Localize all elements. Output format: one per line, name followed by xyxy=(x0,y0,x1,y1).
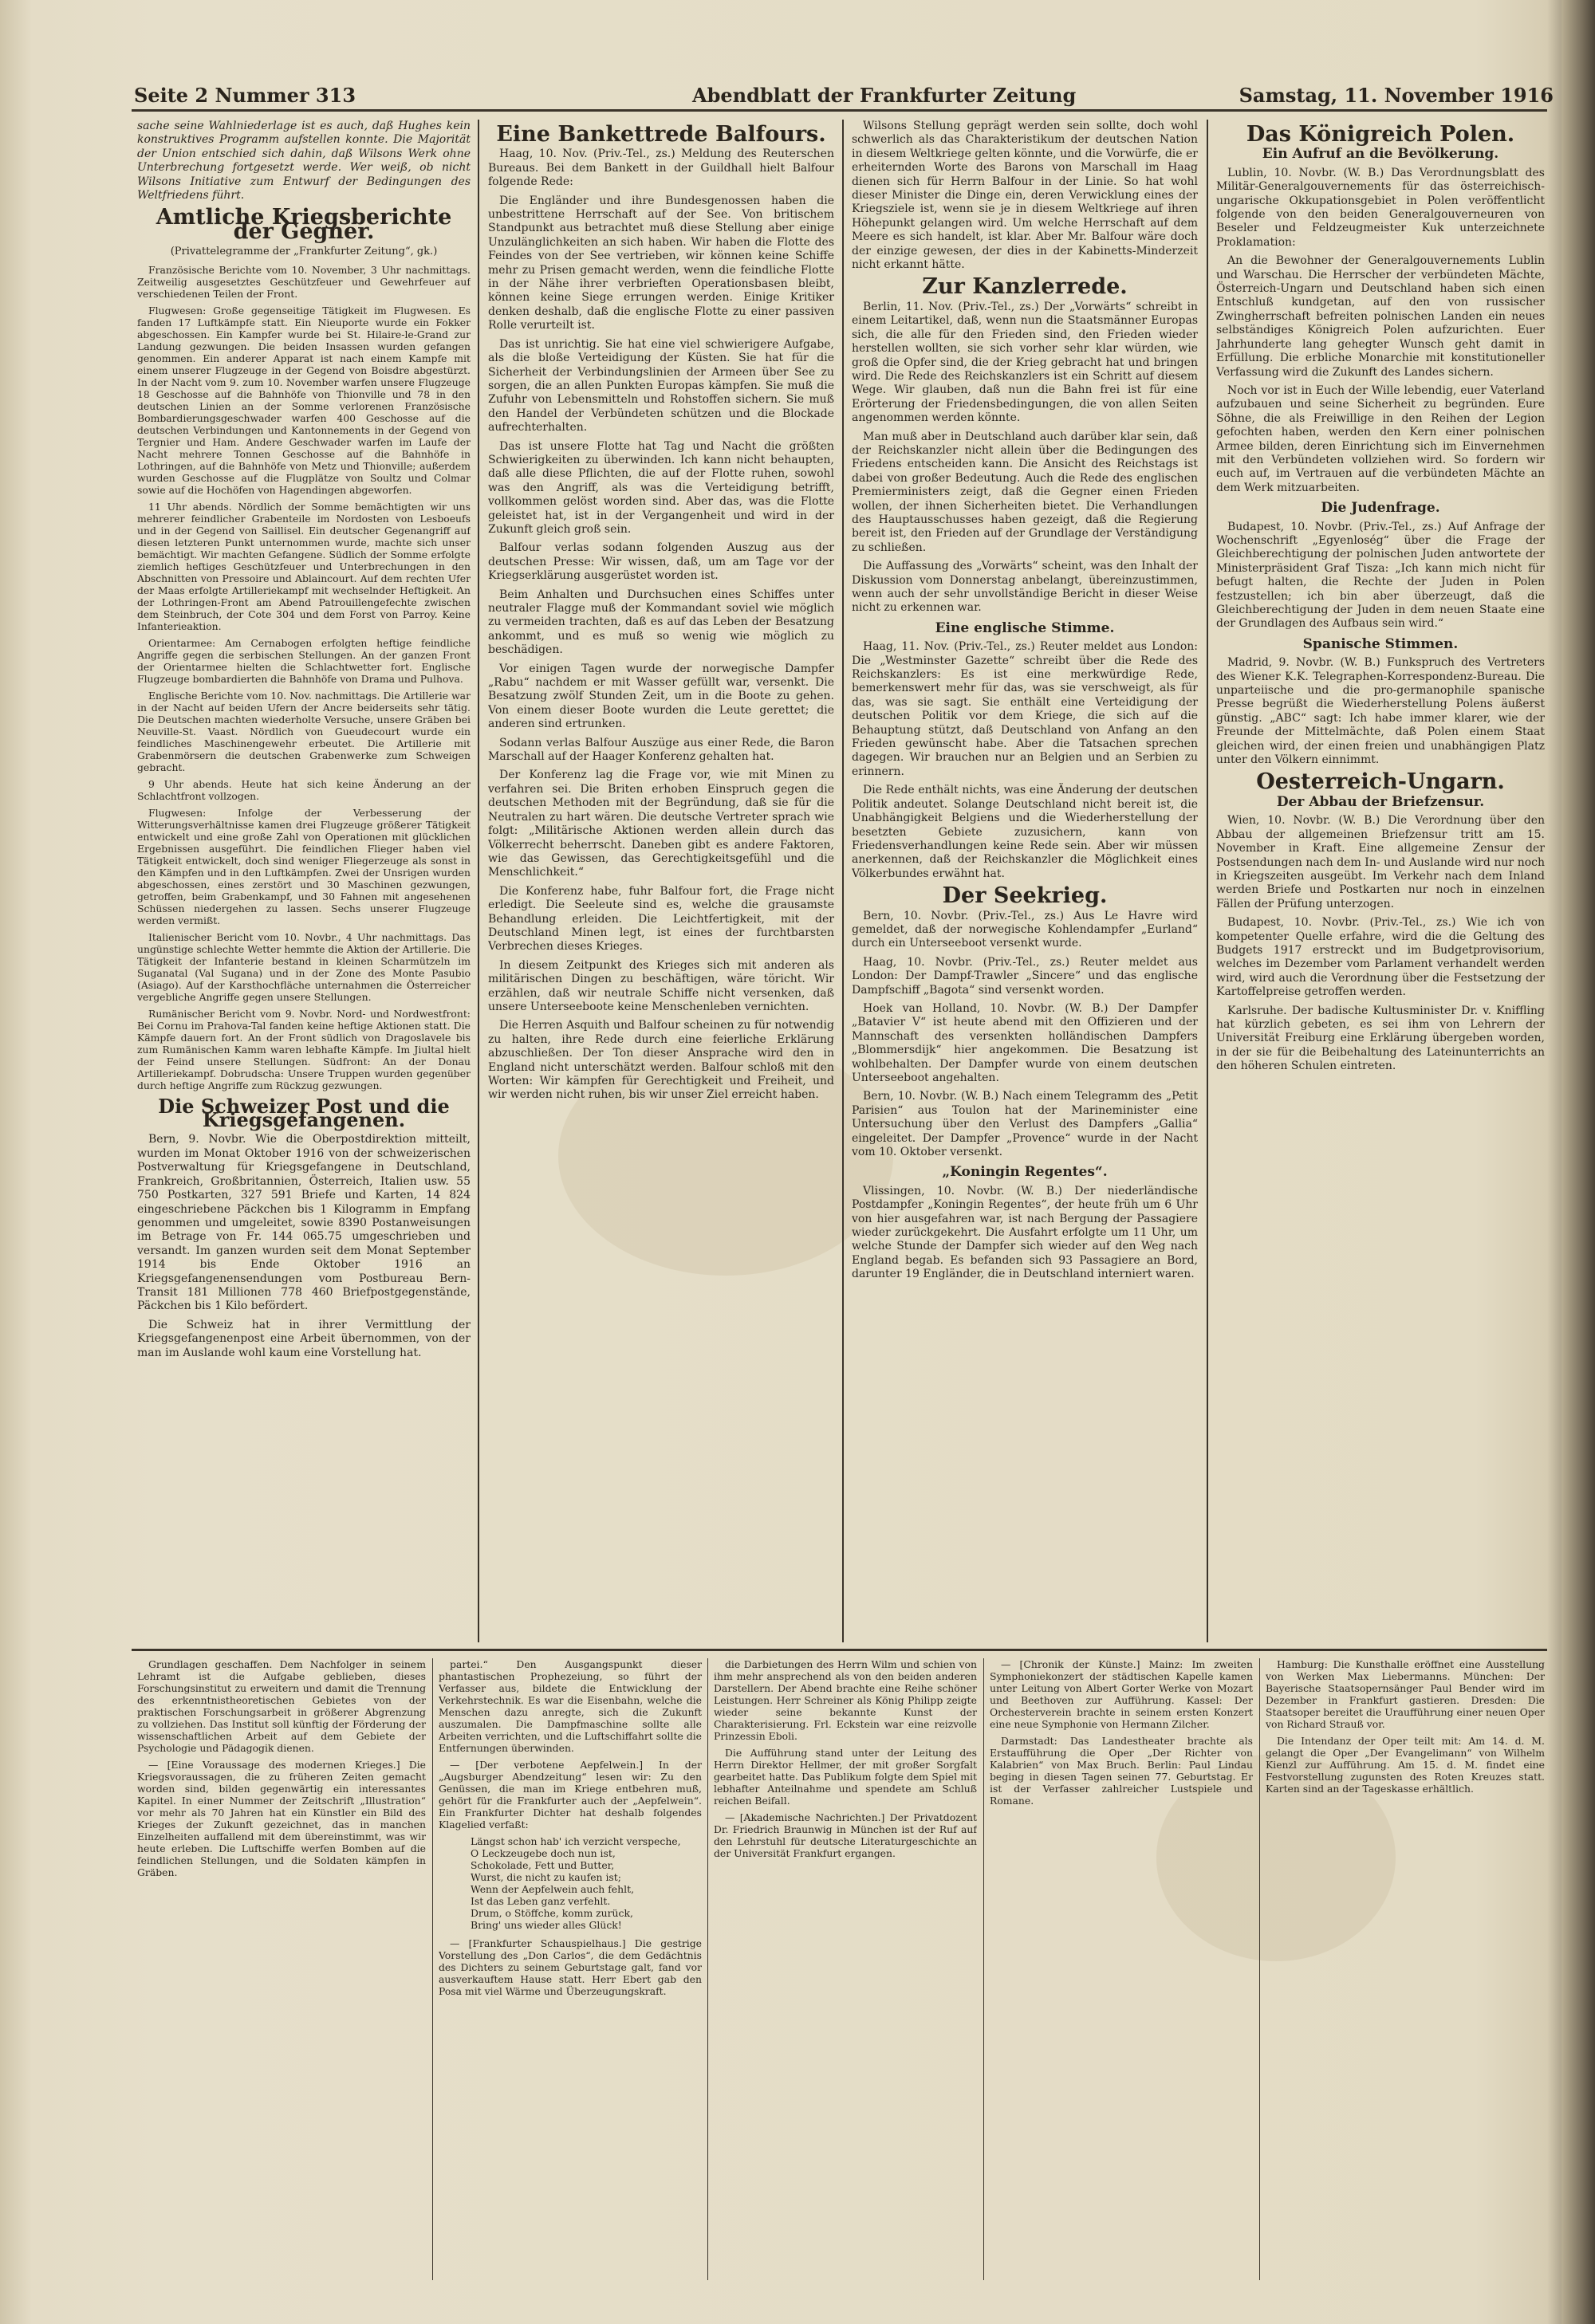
article-headline: Eine Bankettrede Balfours. xyxy=(496,122,826,147)
paragraph: Bern, 10. Novbr. (W. B.) Nach einem Telegramm des „Petit Parisien“ aus Toulon hat der Marineminister eine Untersuchung über den Verlust des Dampfers „Gallia“ eingeleitet. Der Dampfer „Provence“ wurde in der Nacht vom 10. Oktober versenkt. xyxy=(852,1090,1198,1159)
paragraph: Balfour verlas sodann folgenden Auszug aus der deutschen Presse: Wir wissen, daß, um am Tage vor der Kriegserklärung ausgerüstet worden ist. xyxy=(488,541,834,583)
book-spine xyxy=(1562,0,1595,2324)
section-headline: Spanische Stimmen. xyxy=(1302,635,1459,652)
section-headline: Eine englische Stimme. xyxy=(935,619,1115,636)
section-headline: Die Judenfrage. xyxy=(1321,500,1440,517)
column-rule xyxy=(1207,120,1208,1642)
column-rule xyxy=(842,120,844,1642)
paragraph: Madrid, 9. Novbr. (W. B.) Funkspruch des Vertreters des Wiener K.K. Telegraphen-Korrespondenz-Bureau. Die unparteiische und die pro-germanophile spanische Presse begrüßt die Wiederherstellung Polens äußerst günstig. „ABC“ sagt: Ich habe immer klarer, wie der Freunde der Mittelmächte, daß Polen einem Staat gleichen wird, der einen freien und unabhängigen Platz unter den Völkern einnimmt. xyxy=(1216,656,1545,767)
paragraph: Haag, 11. Nov. (Priv.-Tel., zs.) Reuter meldet aus London: Die „Westminster Gazette“ schreibt über die Rede des Reichskanzlers: Es ist eine merkwürdige Rede, bemerkenswert mehr für das, was sie verschweigt, als für das, was sie sagt. Sie enthält eine Verteidigung der deutschen Politik vor dem Kriege, die sich auf die Behauptung stützt, daß Deutschland von Anfang an den Frieden gewünscht habe. Aber die Tatsachen sprechen dagegen. Wir brauchen nur an Belgien und an Serbien zu erinnern. xyxy=(852,640,1198,778)
paragraph: Bern, 9. Novbr. Wie die Oberpostdirektion mitteilt, wurden im Monat Oktober 1916 von der schweizerischen Postverwaltung für Kriegsgefangene in Deutschland, Frankreich, Großbritannien, Österreich, Italien usw. 55 750 Postkarten, 327 591 Briefe und Karten, 14 824 eingeschriebene Päckchen bis 1 Kilogramm in Empfang genommen und umgeleitet, sowie 8390 Postanweisungen im Betrage von Fr. 144 065.75 umgeschrieben und versandt. Im ganzen wurden seit dem Monat September 1914 bis Ende Oktober 1916 an Kriegsgefangenensendungen vom Postbureau Bern-Transit 181 Millionen 778 460 Briefpostgegenstände, Päckchen bis 1 Kilo befördert. xyxy=(137,1133,471,1313)
article-subheadline: Der Abbau der Briefzensur. xyxy=(1276,793,1485,810)
feuilleton-column-rule xyxy=(707,1658,708,2280)
paragraph: An die Bewohner der Generalgouvernements Lublin und Warschau. Die Herrscher der verbündeten Mächte, Österreich-Ungarn und Deutschland haben sich einen Entschluß kundgetan, auf den von russischer Zwingherrschaft befreiten polnischen Landen ein neues selbständiges Königreich Polen aufzurichten. Euer Jahrhunderte lang gehegter Wunsch geht damit in Erfüllung. Die erbliche Monarchie mit konstitutioneller Verfassung wird die Zukunft des Landes sichern. xyxy=(1216,254,1545,379)
article-headline: Oesterreich-Ungarn. xyxy=(1256,769,1505,795)
paragraph: Die Schweiz hat in ihrer Vermittlung der Kriegsgefangenenpost eine Arbeit übernommen, von der man im Auslande wohl kaum eine Vorstellung hat. xyxy=(137,1318,471,1359)
paragraph: Die Konferenz habe, fuhr Balfour fort, die Frage nicht erledigt. Die Seeleute sind es, welche die grausamste Behandlung erleiden. Die Leichtfertigkeit, mit der Deutschland Minen legt, ist eines der furchtbarsten Verbrechen dieses Krieges. xyxy=(488,884,834,954)
paragraph: partei.“ Den Ausgangspunkt dieser phantastischen Prophezeiung, so führt der Verfasser aus, bildete die Entwicklung der Verkehrstechnik. Es war die Eisenbahn, welche die Menschen dazu anregte, sich die Zukunft auszumalen. Die Dampfmaschine sollte alle Arbeiten verrichten, und die Luftschiffahrt sollte die Entfernungen überwinden. xyxy=(439,1658,702,1754)
article-headline: Der Seekrieg. xyxy=(942,883,1108,909)
paragraph: Englische Berichte vom 10. Nov. nachmittags. Die Artillerie war in der Nacht auf beiden Ufern der Ancre beiderseits sehr tätig. Die Deutschen machten wiederholte Versuche, unsere Gräben bei Neuville-St. Vaast. Nördlich von Gueudecourt wurde ein feindliches Maschinengewehr erbeutet. Die Artillerie mit Grabenmörsern die deutschen Grabenwerke zum Schweigen gebracht. xyxy=(137,689,471,773)
paragraph: Das ist unsere Flotte hat Tag und Nacht die größten Schwierigkeiten zu überwinden. Ich kann nicht behaupten, daß alle diese Pflichten, die auf der Flotte ruhen, sowohl was den Angriff, als was die Verteidigung betrifft, vollkommen gelöst worden sind. Aber das, was die Flotte geleistet hat, ist in der Vergangenheit und wird in der Zukunft gleich groß sein. xyxy=(488,439,834,536)
paragraph: Die Intendanz der Oper teilt mit: Am 14. d. M. gelangt die Oper „Der Evangelimann“ von Wilhelm Kienzl zur Aufführung. Am 15. d. M. findet eine Festvorstellung zugunsten des Roten Kreuzes statt. Karten sind an der Tageskasse erhältlich. xyxy=(1266,1735,1545,1795)
paragraph: Budapest, 10. Novbr. (Priv.-Tel., zs.) Auf Anfrage der Wochenschrift „Egyenloség“ über die Frage der Gleichberechtigung der polnischen Juden antwortete der Ministerpräsident Graf Tisza: „Ich kann mich nicht für befugt halten, die Rechte der Juden in Polen festzustellen; ich bin aber überzeugt, daß die Gleichberechtigung der Juden in dem neuen Staate eine der Grundlagen des Aufbaus sein wird.“ xyxy=(1216,520,1545,631)
article-headline: Das Königreich Polen. xyxy=(1246,122,1515,147)
article-subheadline: Ein Aufruf an die Bevölkerung. xyxy=(1262,146,1499,163)
feuilleton-column-1 xyxy=(137,1658,426,2280)
paragraph: Wilsons Stellung geprägt werden sein sollte, doch wohl schwerlich als das Charakteristikum der deutschen Nation in diesem Weltkriege gelten könnte, und die Vorwürfe, die er erheiternden Worte des Barons von Marschall im Haag dienen sich für Herrn Balfour in der Linie. So hat wohl dieser Minister die Dinge ein, deren Verwicklung eines der Kriegsziele ist, wenn sie je in diesem Weltkriege auf ihren Höhepunkt gelangen wird. Um welche Herrschaft auf dem Meere es sich handelt, ist klar. Aber Mr. Balfour wäre doch der einzige gewesen, der dies in der Kabinetts-Minderzeit nicht erkannt hätte. xyxy=(852,120,1198,272)
paragraph: Der Konferenz lag die Frage vor, wie mit Minen zu verfahren sei. Die Briten erhoben Einspruch gegen die deutschen Methoden mit der Begründung, daß sie für die Neutralen zu hart wären. Die deutsche Vertreter sprach wie folgt: „Militärische Aktionen werden allein durch das Völkerrecht beherrscht. Daneben gibt es andere Faktoren, wie das Gewissen, das Gerechtigkeitsgefühl und die Menschlichkeit.“ xyxy=(488,769,834,879)
paragraph: Flugwesen: Große gegenseitige Tätigkeit im Flugwesen. Es fanden 17 Luftkämpfe statt. Ein Nieuporte wurde ein Fokker abgeschossen. Ein Kampfer wurde bei St. Hilaire-le-Grand zur Landung gezwungen. Die beiden Insassen wurden gefangen genommen. Ein anderer Apparat ist nach einem Kampfe mit einem unserer Flugzeuge in der Gegend von Boisdre abgestürzt. In der Nacht vom 9. zum 10. November warfen unsere Flugzeuge 18 Geschosse auf die Bahnhöfe von Thionville und 78 in den deutschen Linien an der Somme verlorenen Französische Bombardierungsgeschwader warfen 400 Geschosse auf die deutschen Verbindungen und Kantonnements in der Gegend von Tergnier und Ham. Andere Geschwader warfen im Laufe der Nacht mehrere Tonnen Geschosse auf die Bahnhöfe in Lothringen, auf die Bahnhöfe von Metz und Thionville; außerdem wurden Geschosse auf die Flugplätze von Soultz und Colmar sowie auf die Hochöfen von Hagendingen abgeworfen. xyxy=(137,304,471,496)
paragraph: — [Der verbotene Aepfelwein.] In der „Augsburger Abendzeitung“ lesen wir: Zu den Genüssen, die man im Kriege entbehren muß, gehört für die Frankfurter auch der „Aepfelwein“. Ein Frankfurter Dichter hat deshalb folgendes Klagelied verfaßt: xyxy=(439,1759,702,1830)
feuilleton-column-3 xyxy=(714,1658,977,2280)
paragraph: 11 Uhr abends. Nördlich der Somme bemächtigten wir uns mehrerer feindlicher Grabenteile im Nordosten von Lesboeufs und in der Gegend von Saillisel. Ein deutscher Gegenangriff auf diesen letzteren Punkt unternommen wurde, machte sich unser bemächtigt. Wir machten Gefangene. Südlich der Somme erfolgte ziemlich heftiges Geschützfeuer und Unterbrechungen in den Abschnitten von Pressoire und Ablaincourt. Auf dem rechten Ufer der Maas erfolgte Artilleriekampf mit wechselnder Heftigkeit. An der Lothringen-Front am Abend Patrouillengefechte zwischen dem Steinbruch, der Cote 304 und dem Forst von Parroy. Keine Infanterieaktion. xyxy=(137,500,471,632)
page-header xyxy=(134,84,1554,107)
paragraph: Italienischer Bericht vom 10. Novbr., 4 Uhr nachmittags. Das ungünstige schlechte Wetter hemmte die Aktion der Artillerie. Die Tätigkeit der Infanterie bestand in kleinen Scharmützeln im Suganatal (Val Sugana) und in der Zone des Monte Pasubio (Asiago). Auf der Karsthochfläche unternahmen die Österreicher vergebliche Angriffe gegen unsere Stellungen. xyxy=(137,930,471,1003)
paragraph: — [Frankfurter Schauspielhaus.] Die gestrige Vorstellung des „Don Carlos“, die dem Gedächtnis des Dichters zu seinem Geburtstage galt, fand vor ausverkauftem Hause statt. Herr Ebert gab den Posa mit viel Wärme und Überzeugungskraft. xyxy=(439,1937,702,1997)
paragraph: Bern, 10. Novbr. (Priv.-Tel., zs.) Aus Le Havre wird gemeldet, daß der norwegische Kohlendampfer „Eurland“ durch ein Unterseeboot versenkt wurde. xyxy=(852,909,1198,950)
paragraph: Lublin, 10. Novbr. (W. B.) Das Verordnungsblatt des Militär-Generalgouvernements für das österreichisch-ungarische Okkupationsgebiet in Polen veröffentlicht folgende von den beiden Generalgouverneuren von Beseler und Feldzeugmeister Kuk unterzeichnete Proklamation: xyxy=(1216,166,1545,249)
article-source: (Privattelegramme der „Frankfurter Zeitung“, gk.) xyxy=(170,246,438,258)
paragraph: — [Akademische Nachrichten.] Der Privatdozent Dr. Friedrich Braunwig in München ist der Ruf auf den Lehrstuhl für deutsche Literaturgeschichte an der Universität Frankfurt ergangen. xyxy=(714,1811,977,1859)
feuilleton-column-rule xyxy=(432,1658,433,2280)
column-4 xyxy=(1216,120,1545,1642)
article-headline: Amtliche Kriegsberichte der Gegner. xyxy=(156,205,452,244)
paragraph: Haag, 10. Novbr. (Priv.-Tel., zs.) Reuter meldet aus London: Der Dampf-Trawler „Sincere“ und das englische Dampfschiff „Bagota“ sind versenkt worden. xyxy=(852,955,1198,997)
section-headline: „Koningin Regentes“. xyxy=(942,1164,1108,1181)
paragraph: Die Auffassung des „Vorwärts“ scheint, was den Inhalt der Diskussion vom Donnerstag anbelangt, übereinzustimmen, wenn auch der sehr unvollständige Bericht in dieser Weise nicht zu erkennen war. xyxy=(852,560,1198,615)
paragraph: die Darbietungen des Herrn Wilm und schien von ihm mehr ansprechend als von den beiden anderen Darstellern. Der Abend brachte eine Reihe schöner Leistungen. Herr Schreiner als König Philipp zeigte wieder seine bekannte Kunst der Charakterisierung. Frl. Eckstein war eine reizvolle Prinzessin Eboli. xyxy=(714,1658,977,1742)
paragraph: Berlin, 11. Nov. (Priv.-Tel., zs.) Der „Vorwärts“ schreibt in einem Leitartikel, daß, wenn nun die Staatsmänner Europas sich, die alle für den Frieden sind, den Frieden wieder herstellen wollten, sie sich vorher sehr klar würden, wie groß die Opfer sind, die der Krieg gebracht hat und bringen wird. Die Rede des Reichskanzlers ist ein Schritt auf diesem Wege. Wir glauben, daß nun die Bahn frei ist für eine Erörterung der Friedensbedingungen, die von allen Seiten angenommen werden könnte. xyxy=(852,300,1198,425)
paragraph: Französische Berichte vom 10. November, 3 Uhr nachmittags. Zeitweilig ausgesetztes Geschützfeuer und Gewehrfeuer auf verschiedenen Teilen der Front. xyxy=(137,263,471,300)
feuilleton-column-5 xyxy=(1266,1658,1545,2280)
paragraph: Flugwesen: Infolge der Verbesserung der Witterungsverhältnisse kamen drei Flugzeuge größerer Tätigkeit entwickelt und eine große Zahl von Operationen mit glücklichen Ergebnissen ausgeführt. Die feindlichen Flieger haben viel Tätigkeit entwickelt, doch sind weniger Fliegerzeuge als sonst in den Kämpfen und in den Luftkämpfen. Zwei der Unsrigen wurden abgeschossen, eines zerstört und 30 Maschinen gezwungen, getroffen, beim Grabenkampf, und 30 Fahnen mit angesehenen Schüssen niedergehen zu lassen. Sechs unserer Flugzeuge werden vermißt. xyxy=(137,806,471,926)
paragraph: Die Engländer und ihre Bundesgenossen haben die unbestrittene Herrschaft auf der See. Von britischem Standpunkt aus betrachtet muß diese Stellung aber einige Unzulänglichkeiten an sich haben. Wir haben die Flotte des Feindes von der See vertrieben, wir können keine Schiffe mehr zu Prisen gemacht werden, wenn die feindliche Flotte in der Nähe ihrer verbrieften Operationsbasen bleibt, können keine Siege errungen werden. Einige Kritiker denken deshalb, daß die englische Flotte zu einer passiven Rolle verurteilt ist. xyxy=(488,194,834,332)
paragraph: Noch vor ist in Euch der Wille lebendig, euer Vaterland aufzubauen und seine Sicherheit zu begründen. Eure Söhne, die als Freiwillige in den Reihen der Legion gefochten haben, werden den Kern einer polnischen Armee bilden, deren Einrichtung sich im Einvernehmen mit den Verbündeten vollziehen wird. So fordern wir euch auf, im Vertrauen auf die verbündeten Mächte an dem Werk mitzuarbeiten. xyxy=(1216,383,1545,494)
paragraph: — [Eine Voraussage des modernen Krieges.] Die Kriegsvoraussagen, die zu früheren Zeiten gemacht worden sind, bilden gegenwärtig ein interessantes Kapitel. In einer Nummer der Zeitschrift „Illustration“ vor mehr als 70 Jahren hat ein Künstler ein Bild des Krieges der Zukunft gezeichnet, das in manchen Einzelheiten auffallend mit dem übereinstimmt, was wir heute erleben. Die Luftschiffe werfen Bomben auf die feindlichen Stellungen, und die Soldaten kämpfen in Gräben. xyxy=(137,1759,426,1878)
feuilleton-column-rule xyxy=(1259,1658,1260,2280)
paragraph: Vlissingen, 10. Novbr. (W. B.) Der niederländische Postdampfer „Koningin Regentes“, der heute früh um 6 Uhr von hier ausgefahren war, ist nach Bergung der Passagiere wieder zurückgekehrt. Die Ausfahrt erfolgte um 11 Uhr, um welche Stunde der Dampfer sich wieder auf den Weg nach England begab. Es befanden sich 93 Passagiere an Bord, darunter 19 Engländer, die in Deutschland interniert waren. xyxy=(852,1184,1198,1281)
masthead: Abendblatt der Frankfurter Zeitung xyxy=(692,84,1077,107)
paragraph: Grundlagen geschaffen. Dem Nachfolger in seinem Lehramt ist die Aufgabe geblieben, dieses Forschungsinstitut zu erweitern und damit die Trennung des erkenntnistheoretischen Gebietes von der praktischen Forschungsarbeit in größerer Abgrenzung zu vollziehen. Das Institut soll künftig der Förderung der wissenschaftlichen Arbeit auf dem Gebiete der Psychologie und Pädagogik dienen. xyxy=(137,1658,426,1754)
paragraph: — [Chronik der Künste.] Mainz: Im zweiten Symphoniekonzert der städtischen Kapelle kamen unter Leitung von Albert Gorter Werke von Mozart und Beethoven zur Aufführung. Kassel: Der Orchesterverein brachte in seinem ersten Konzert eine neue Symphonie von Hermann Zilcher. xyxy=(990,1658,1253,1730)
column-2 xyxy=(488,120,834,1642)
column-3 xyxy=(852,120,1198,1642)
paragraph: Die Herren Asquith und Balfour scheinen zu für notwendig zu halten, ihre Rede durch eine feierliche Erklärung abzuschließen. Der Ton dieser Ansprache wird den in England nicht unterschätzt werden. Balfour schloß mit den Worten: Wir kämpfen für Gerechtigkeit und Freiheit, und wir werden nicht ruhen, bis wir unser Ziel erreicht haben. xyxy=(488,1019,834,1102)
feuilleton-rule xyxy=(132,1649,1547,1651)
column-1 xyxy=(137,120,471,1642)
paragraph: Hoek van Holland, 10. Novbr. (W. B.) Der Dampfer „Batavier V“ ist heute abend mit den Offizieren und der Mannschaft des versenkten holländischen Dampfers „Blommersdijk“ hier angekommen. Die Besatzung ist wohlbehalten. Der Dampfer wurde von einem deutschen Unterseeboot angehalten. xyxy=(852,1001,1198,1084)
column-rule xyxy=(478,120,479,1642)
paragraph: Rumänischer Bericht vom 9. Novbr. Nord- und Nordwestfront: Bei Cornu im Prahova-Tal fanden keine heftige Aktionen statt. Die Kämpfe dauern fort. An der Front südlich von Dragoslavele bis zum Rumänischen Kamm waren lebhafte Kämpfe. Im Jiultal hielt der Feind unsere Stellungen. Südfront: An der Donau Artilleriekampf. Dobrudscha: Unsere Truppen wurden gegenüber durch heftige Angriffe zum Rückzug gezwungen. xyxy=(137,1007,471,1091)
paragraph: Man muß aber in Deutschland auch darüber klar sein, daß der Reichskanzler nicht allein über die Bedingungen des Friedens entscheiden kann. Die Ansicht des Reichstags ist dabei von großer Bedeutung. Auch die Rede des englischen Premierministers zeigt, daß die Gegner einen Frieden wollen, der ihnen Sicherheiten bietet. Die Verhandlungen des Hauptausschusses haben gezeigt, daß die Regierung bereit ist, den Frieden auf der Grundlage der Verständigung zu schließen. xyxy=(852,430,1198,554)
paragraph: Karlsruhe. Der badische Kultusminister Dr. v. Kniffling hat kürzlich gebeten, es sei ihm von Lehrern der Universität Freiburg eine Erklärung übergeben worden, in der sie für die Beibehaltung des Lateinunterrichts an den höheren Schulen eintreten. xyxy=(1216,1004,1545,1073)
article-headline: Zur Kanzlerrede. xyxy=(922,274,1128,300)
paragraph: Beim Anhalten und Durchsuchen eines Schiffes unter neutraler Flagge muß der Kommandant soviel wie möglich zu vermeiden trachten, daß es auf das Leben der Besatzung ankommt, und es muß so wenig wie möglich zu beschädigen. xyxy=(488,588,834,657)
paragraph: Die Aufführung stand unter der Leitung des Herrn Direktor Hellmer, der mit großer Sorgfalt gearbeitet hatte. Das Publikum folgte dem Spiel mit lebhafter Anteilnahme und spendete am Schluß reichen Beifall. xyxy=(714,1747,977,1807)
feuilleton-column-2 xyxy=(439,1658,702,2280)
feuilleton-column-4 xyxy=(990,1658,1253,2280)
article-intro: sache seine Wahlniederlage ist es auch, daß Hughes kein konstruktives Programm aufstellen konnte. Die Majorität der Union entschied sich dahin, daß Wilsons Werk ohne Unterbrechung fortgesetzt werde. Wer weiß, ob nicht Wilsons Initiative zum Entwurf der Bedingungen des Weltfriedens führt. xyxy=(137,120,471,203)
header-rule xyxy=(132,109,1547,112)
paragraph: Budapest, 10. Novbr. (Priv.-Tel., zs.) Wie ich von kompetenter Quelle erfahre, wird die die Geltung des Budgets 1917 erstreckt und im Budgetprovisorium, welches im Dezember vom Parlament verhandelt werden wird, wird auch die Verordnung über die Festsetzung der Kartoffelpreise getroffen werden. xyxy=(1216,916,1545,999)
feuilleton-column-rule xyxy=(983,1658,984,2280)
paragraph: Darmstadt: Das Landestheater brachte als Erstaufführung die Oper „Der Richter von Kalabrien“ von Max Bruch. Berlin: Paul Lindau beging in diesen Tagen seinen 77. Geburtstag. Er ist der Verfasser zahlreicher Lustspiele und Romane. xyxy=(990,1735,1253,1807)
paragraph: Sodann verlas Balfour Auszüge aus einer Rede, die Baron Marschall auf der Haager Konferenz gehalten hat. xyxy=(488,736,834,764)
paragraph: 9 Uhr abends. Heute hat sich keine Änderung an der Schlachtfront vollzogen. xyxy=(137,777,471,802)
paragraph: Vor einigen Tagen wurde der norwegische Dampfer „Rabu“ nachdem er mit Wasser gefüllt war, versenkt. Die Besatzung zwölf Stunden Zeit, um in die Boote zu gehen. Von einem dieser Boote wurden die Leute gerettet; die anderen sind ertrunken. xyxy=(488,662,834,731)
issue-date: Samstag, 11. November 1916 xyxy=(1239,84,1554,107)
article-headline: Die Schweizer Post und die Kriegsgefangenen. xyxy=(158,1094,450,1132)
paragraph: Wien, 10. Novbr. (W. B.) Die Verordnung über den Abbau der allgemeinen Briefzensur tritt am 15. November in Kraft. Eine allgemeine Zensur der Postsendungen nach dem In- und Auslande wird nur noch in Kriegszeiten ausgeübt. Im Verkehr nach dem Inland werden Briefe und Postkarten nur noch in einzelnen Fällen der Prüfung unterzogen. xyxy=(1216,814,1545,910)
paragraph: Die Rede enthält nichts, was eine Änderung der deutschen Politik andeutet. Solange Deutschland nicht bereit ist, die Unabhängigkeit Belgiens und die Wiederherstellung der besetzten Gebiete zuzusichern, kann von Friedensverhandlungen keine Rede sein. Aber wir müssen anerkennen, daß der Reichskanzler die Möglichkeit eines Völkerbundes erwähnt hat. xyxy=(852,784,1198,880)
paragraph: In diesem Zeitpunkt des Krieges sich mit anderen als militärischen Dingen zu beschäftigen, wäre töricht. Wir erzählen, daß wir neutrale Schiffe nicht versenken, daß unsere Unterseeboote keine Menschenleben vernichten. xyxy=(488,958,834,1013)
poem: Längst schon hab' ich verzicht verspeche, O Leckzeugebe doch nun ist, Schokolade, Fett und Butter, Wurst, die nicht zu kaufen ist; Wenn der Aepfelwein auch fehlt, Ist das Leben ganz verfehlt. Drum, o Stöffche, komm zurück, Bring' uns wieder alles Glück! xyxy=(471,1835,681,1931)
page-number: Seite 2 Nummer 313 xyxy=(134,84,356,107)
paragraph: Haag, 10. Nov. (Priv.-Tel., zs.) Meldung des Reuterschen Bureaus. Bei dem Bankett in der Guildhall hielt Balfour folgende Rede: xyxy=(488,147,834,189)
paragraph: Das ist unrichtig. Sie hat eine viel schwierigere Aufgabe, als die bloße Verteidigung der Küsten. Sie hat für die Sicherheit der Verbindungslinien der Armeen über See zu sorgen, die an allen Punkten Europas kämpfen. Sie muß die Zufuhr von Lebensmitteln und Rohstoffen sichern. Sie muß den Handel der Verbündeten schützen und die Blockade aufrechterhalten. xyxy=(488,337,834,435)
paragraph: Hamburg: Die Kunsthalle eröffnet eine Ausstellung von Werken Max Liebermanns. München: Der Bayerische Staatsopernsänger Paul Bender wird im Dezember in Frankfurt gastieren. Dresden: Die Staatsoper bereitet die Uraufführung einer neuen Oper von Richard Strauß vor. xyxy=(1266,1658,1545,1730)
paragraph: Orientarmee: Am Cernabogen erfolgten heftige feindliche Angriffe gegen die serbischen Stellungen. An der ganzen Front der Orientarmee hielten die Schlachtwetter fort. Englische Flugzeuge bombardierten die Bahnhöfe von Drama und Pulhova. xyxy=(137,636,471,685)
